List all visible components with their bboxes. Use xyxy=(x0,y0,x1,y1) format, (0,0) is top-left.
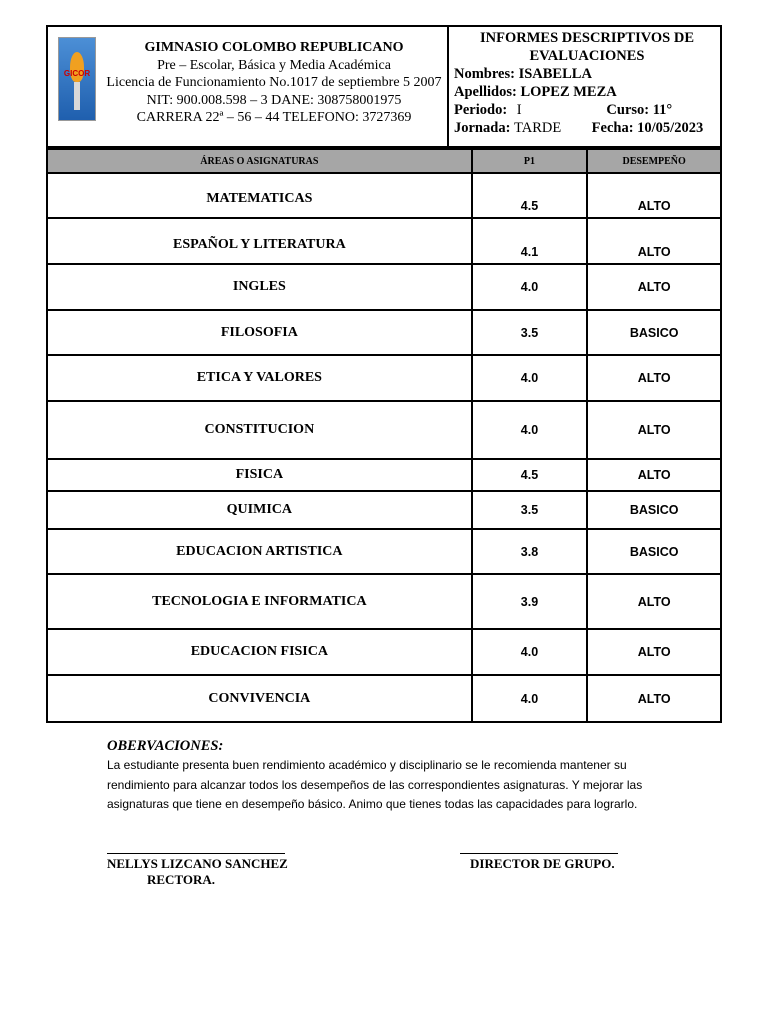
school-info xyxy=(106,39,442,127)
rector-signature-line xyxy=(107,853,285,854)
table-row xyxy=(47,355,721,401)
header-performance: DESEMPEÑO xyxy=(587,149,721,173)
rector-signature xyxy=(107,856,288,888)
subject-cell: CONVIVENCIA xyxy=(47,675,472,722)
performance-cell: ALTO xyxy=(587,401,721,459)
school-logo xyxy=(58,37,96,121)
table-row xyxy=(47,310,721,355)
school-name: GIMNASIO COLOMBO REPUBLICANO xyxy=(144,40,404,55)
jornada-row xyxy=(454,119,720,137)
periodo-value: I xyxy=(516,102,522,118)
header-p1: P1 xyxy=(472,149,588,173)
school-levels: Pre – Escolar, Básica y Media Académica xyxy=(157,57,391,73)
table-row xyxy=(47,173,721,218)
nombres-row xyxy=(454,65,720,83)
logo-text: GICOR xyxy=(63,69,91,78)
grade-cell: 4.0 xyxy=(472,629,588,675)
performance-cell: ALTO xyxy=(587,459,721,491)
director-signature xyxy=(470,856,615,872)
observations-text: La estudiante presenta buen rendimiento académico y disciplinario se le recomienda mantener su rendimiento para alcanzar todos los desempeños de las correspondientes asignaturas. Y mejorar las asignaturas que tiene en desempeño básico. Animo que tienes todas las capacidades para lograrlo. xyxy=(107,758,643,811)
apellidos-label: Apellidos: xyxy=(454,84,517,100)
table-row xyxy=(47,675,721,722)
rector-title: RECTORA. xyxy=(147,872,216,887)
header-subjects: ÁREAS O ASIGNATURAS xyxy=(47,149,472,173)
grade-cell: 4.1 xyxy=(472,218,588,264)
performance-cell: ALTO xyxy=(587,218,721,264)
apellidos-row xyxy=(454,83,720,101)
observations-title: OBERVACIONES: xyxy=(107,738,224,754)
school-address: CARRERA 22ª – 56 – 44 TELEFONO: 3727369 xyxy=(136,110,412,125)
subject-cell: EDUCACION FISICA xyxy=(47,629,472,675)
grade-cell: 3.9 xyxy=(472,574,588,629)
subject-cell: INGLES xyxy=(47,264,472,310)
grade-cell: 4.0 xyxy=(472,355,588,401)
table-row xyxy=(47,574,721,629)
table-row xyxy=(47,264,721,310)
table-row xyxy=(47,218,721,264)
nombres-label: Nombres: xyxy=(454,66,515,82)
table-row xyxy=(47,491,721,529)
fecha-value: 10/05/2023 xyxy=(637,120,704,136)
subject-cell: TECNOLOGIA E INFORMATICA xyxy=(47,574,472,629)
rector-name: NELLYS LIZCANO SANCHEZ xyxy=(107,856,288,871)
grades-table xyxy=(46,148,722,723)
grade-cell: 4.0 xyxy=(472,401,588,459)
curso-label: Curso: xyxy=(606,102,650,118)
fecha-label: Fecha: xyxy=(591,120,634,136)
header-divider xyxy=(447,27,449,146)
grade-cell: 4.0 xyxy=(472,264,588,310)
director-signature-line xyxy=(460,853,618,854)
grade-cell: 3.5 xyxy=(472,491,588,529)
subject-cell: CONSTITUCION xyxy=(47,401,472,459)
grade-cell: 4.5 xyxy=(472,173,588,218)
grade-cell: 4.5 xyxy=(472,459,588,491)
table-row xyxy=(47,529,721,574)
subject-cell: FILOSOFIA xyxy=(47,310,472,355)
periodo-label: Periodo: xyxy=(454,102,508,118)
subject-cell: ETICA Y VALORES xyxy=(47,355,472,401)
curso-value: 11° xyxy=(652,102,673,118)
apellidos-value: LOPEZ MEZA xyxy=(520,84,617,100)
table-row xyxy=(47,401,721,459)
performance-cell: ALTO xyxy=(587,629,721,675)
periodo-row xyxy=(454,101,720,119)
grade-cell: 3.5 xyxy=(472,310,588,355)
subject-cell: FISICA xyxy=(47,459,472,491)
report-title: INFORMES DESCRIPTIVOS DE EVALUACIONES xyxy=(479,30,695,64)
table-row xyxy=(47,459,721,491)
performance-cell: ALTO xyxy=(587,264,721,310)
performance-cell: BASICO xyxy=(587,491,721,529)
student-info xyxy=(454,29,720,137)
nombres-value: ISABELLA xyxy=(518,66,592,82)
performance-cell: ALTO xyxy=(587,173,721,218)
subject-cell: EDUCACION ARTISTICA xyxy=(47,529,472,574)
school-license: Licencia de Funcionamiento No.1017 de septiembre 5 2007 xyxy=(106,75,442,90)
performance-cell: ALTO xyxy=(587,675,721,722)
table-row xyxy=(47,629,721,675)
jornada-value: TARDE xyxy=(514,120,562,136)
performance-cell: BASICO xyxy=(587,529,721,574)
table-header-row xyxy=(47,149,721,173)
performance-cell: BASICO xyxy=(587,310,721,355)
grade-cell: 3.8 xyxy=(472,529,588,574)
subject-cell: ESPAÑOL Y LITERATURA xyxy=(47,218,472,264)
subject-cell: MATEMATICAS xyxy=(47,173,472,218)
school-nit: NIT: 900.008.598 – 3 DANE: 308758001975 xyxy=(146,92,402,108)
report-header xyxy=(46,25,722,148)
observations-section xyxy=(107,738,667,815)
performance-cell: ALTO xyxy=(587,574,721,629)
jornada-label: Jornada: xyxy=(454,120,511,136)
performance-cell: ALTO xyxy=(587,355,721,401)
subject-cell: QUIMICA xyxy=(47,491,472,529)
grade-cell: 4.0 xyxy=(472,675,588,722)
torch-icon xyxy=(74,82,80,110)
director-title: DIRECTOR DE GRUPO. xyxy=(470,856,615,871)
